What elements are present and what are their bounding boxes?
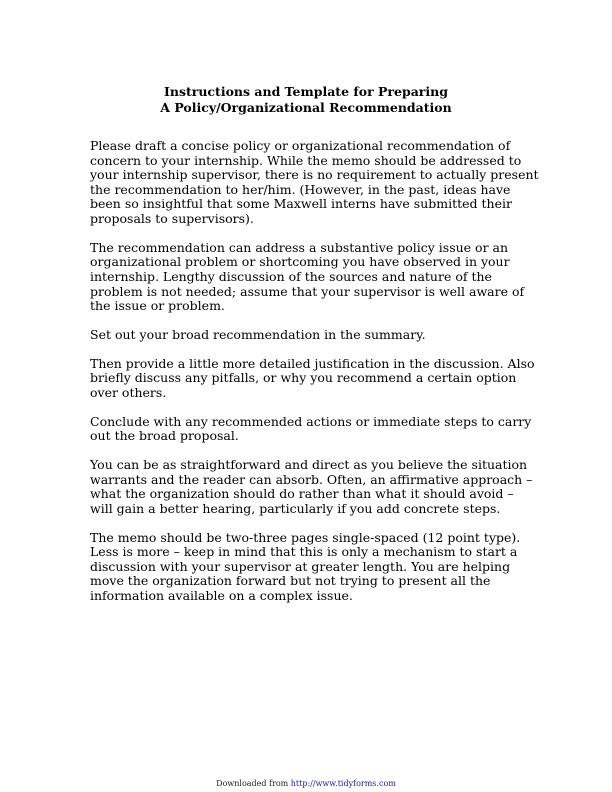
footer-prefix: Downloaded from	[216, 779, 291, 788]
paragraph-line: problem is not needed; assume that your supervisor is well aware of	[90, 283, 525, 299]
paragraph-line: what the organization should do rather than what it should avoid –	[90, 486, 514, 502]
paragraph	[90, 241, 530, 314]
paragraph-line: Set out your broad recommendation in the summary.	[90, 326, 426, 342]
paragraph	[90, 415, 530, 444]
paragraph-line: information available on a complex issue.	[90, 587, 353, 603]
paragraph-line: move the organization forward but not trying to present all the	[90, 573, 491, 589]
paragraph	[90, 138, 539, 227]
page-footer	[0, 779, 612, 789]
paragraph-line: Less is more – keep in mind that this is only a mechanism to start a	[90, 544, 518, 560]
paragraph-line: internship. Lengthy discussion of the sources and nature of the	[90, 268, 492, 284]
paragraph	[90, 328, 530, 343]
paragraph-line: organizational problem or shortcoming you have observed in your	[90, 254, 510, 270]
paragraph	[90, 355, 535, 401]
paragraph-line: The recommendation can address a substantive policy issue or an	[90, 239, 509, 255]
footer-link[interactable]: http://www.tidyforms.com	[290, 779, 396, 788]
paragraph-line: You can be as straightforward and direct as you believe the situation	[90, 457, 528, 473]
paragraph-line: briefly discuss any pitfalls, or why you recommend a certain option	[90, 370, 517, 386]
paragraph-line: warrants and the reader can absorb. Often, an affirmative approach –	[90, 471, 533, 487]
paragraph-line: Conclude with any recommended actions or immediate steps to carry	[90, 413, 532, 429]
document-title	[0, 84, 612, 116]
paragraph-line: the issue or problem.	[90, 298, 225, 314]
title-line-2: A Policy/Organizational Recommendation	[160, 100, 452, 115]
title-line-1: Instructions and Template for Preparing	[164, 84, 448, 99]
paragraph-line: discussion with your supervisor at greater length. You are helping	[90, 558, 511, 574]
paragraph-line: Then provide a little more detailed justification in the discussion. Also	[90, 355, 535, 371]
paragraph-line: Please draft a concise policy or organizational recommendation of	[90, 138, 511, 153]
paragraph-line: The memo should be two-three pages single-spaced (12 point type).	[90, 529, 521, 545]
paragraph-line: been so insightful that some Maxwell interns have submitted their	[90, 196, 512, 212]
paragraph-line: concern to your internship. While the memo should be addressed to	[90, 152, 522, 168]
document-body	[90, 138, 539, 618]
paragraph	[90, 531, 530, 604]
paragraph-line: over others.	[90, 384, 167, 400]
paragraph-line: your internship supervisor, there is no requirement to actually present	[90, 167, 539, 183]
paragraph-line: the recommendation to her/him. (However, in the past, ideas have	[90, 181, 511, 197]
paragraph-line: out the broad proposal.	[90, 428, 239, 444]
paragraph	[90, 457, 533, 516]
paragraph-line: will gain a better hearing, particularly if you add concrete steps.	[90, 500, 501, 516]
paragraph-line: proposals to supervisors).	[90, 210, 254, 226]
